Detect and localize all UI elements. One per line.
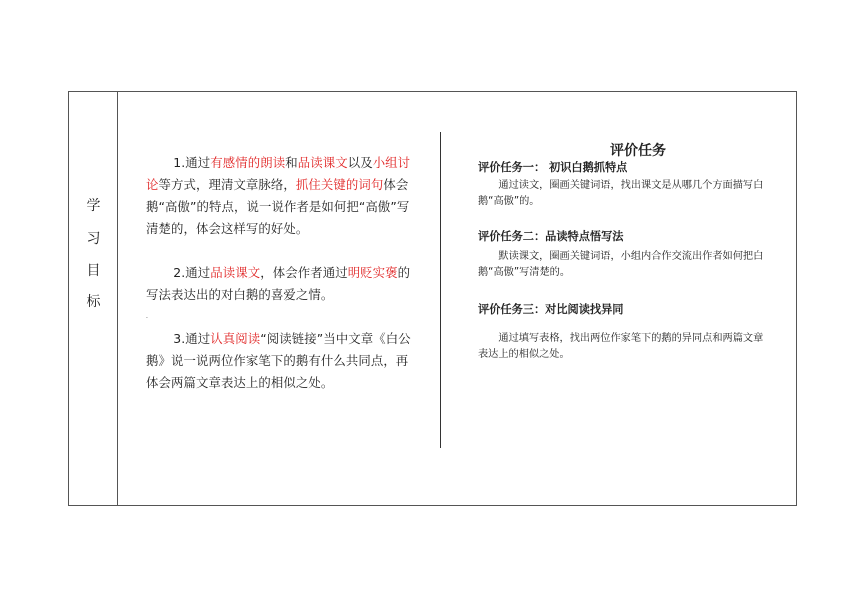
- objective-1-highlight-c: 小组讨论: [146, 155, 411, 192]
- label-char-1: 学: [86, 198, 101, 214]
- objective-separator: .: [146, 313, 149, 320]
- objective-2-text-c: 的写法表达出的对白鹅的喜爱之情。: [146, 265, 411, 302]
- objective-1-text-e: 体会鹅“高傲”的特点，说一说作者是如何把“高傲”写清楚的，体会这样写的好处。: [146, 177, 410, 236]
- task-1-heading: 评价任务一： 初识白鹅抓特点: [478, 161, 628, 174]
- objective-2-highlight-a: 品读课文: [210, 265, 261, 280]
- label-char-4: 标: [86, 294, 101, 310]
- column-divider: [440, 132, 441, 448]
- task-3-body-text: 通过填写表格，找出两位作家笔下的鹅的异同点和两篇文章表达上的相似之处。: [478, 333, 764, 360]
- lesson-table: [68, 91, 797, 506]
- objective-2: [146, 262, 418, 306]
- objective-3: [146, 328, 418, 394]
- task-1-body-text: 通过读文，圈画关键词语，找出课文是从哪几个方面描写白鹅“高傲”的。: [478, 180, 764, 207]
- objective-1-text-b: 和: [285, 155, 298, 170]
- objective-2-highlight-b: 明贬实褒: [347, 265, 398, 280]
- objective-2-text-b: ，体会作者通过: [260, 265, 348, 280]
- objective-3-text-b: “阅读链接”当中文章《白公鹅》说一说两位作家笔下的鹅有什么共同点，再体会两篇文章表达上的相似之处。: [146, 331, 411, 390]
- objective-1-highlight-b: 品读课文: [297, 155, 348, 170]
- objective-3-highlight-a: 认真阅读: [210, 331, 261, 346]
- label-char-3: 目: [86, 263, 101, 279]
- objective-3-text-a: 3.通过: [173, 331, 211, 346]
- evaluation-tasks: [478, 142, 768, 363]
- objective-1-highlight-a: 有感情的朗读: [210, 155, 286, 170]
- objective-2-text-a: 2.通过: [173, 265, 211, 280]
- label-char-2: 习: [86, 231, 101, 247]
- task-1-body: [478, 178, 768, 210]
- objective-1-text-c: 以及: [347, 155, 373, 170]
- task-2-heading: 评价任务二：品读特点悟写法: [478, 230, 624, 243]
- objective-1-text-a: 1.通过: [173, 155, 211, 170]
- task-2-body: [478, 249, 768, 281]
- objective-1: [146, 152, 418, 240]
- objective-1-text-d: 等方式，理清文章脉络，: [158, 177, 296, 192]
- learning-objectives: [146, 152, 418, 394]
- objective-spacer: [146, 240, 418, 262]
- task-2-body-text: 默读课文，圈画关键词语，小组内合作交流出作者如何把白鹅“高傲”写清楚的。: [478, 251, 764, 278]
- label-column: [69, 92, 118, 505]
- objective-1-highlight-d: 抓住关键的词句: [295, 177, 384, 192]
- task-3-heading: 评价任务三：对比阅读找异同: [478, 303, 624, 316]
- task-3-body: [478, 331, 768, 363]
- evaluation-title: 评价任务: [610, 143, 666, 159]
